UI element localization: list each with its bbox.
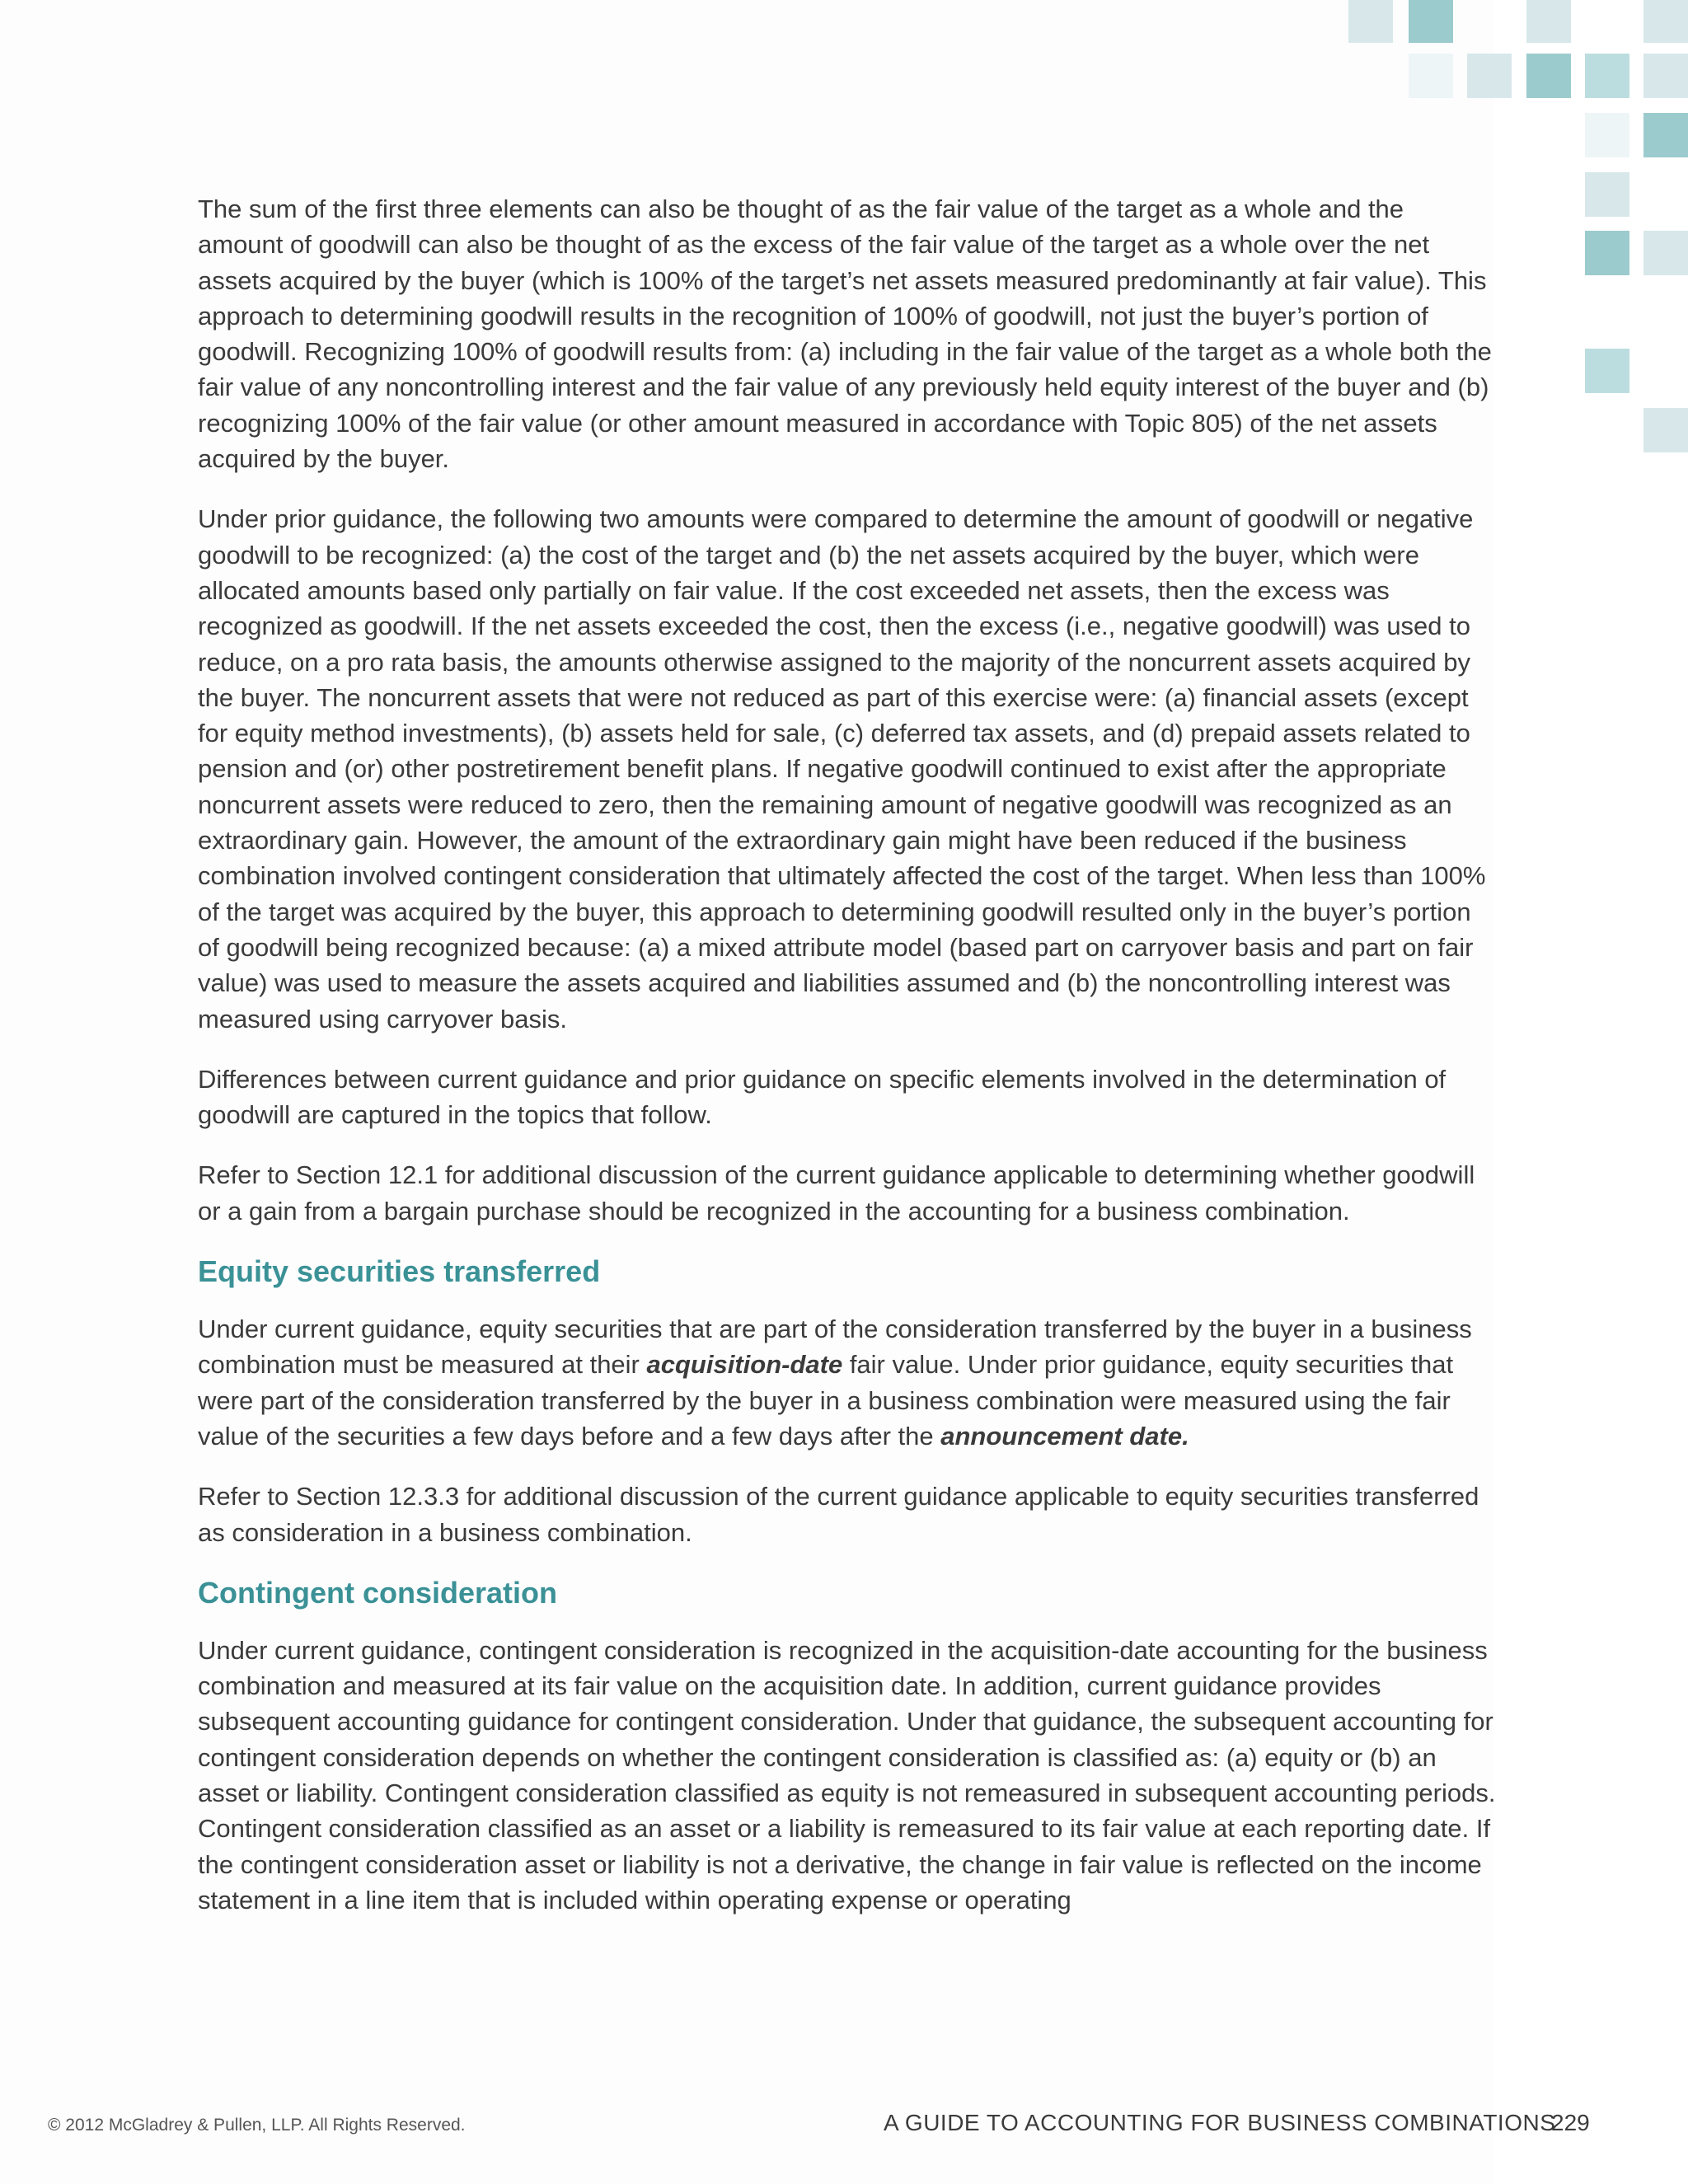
- deco-square: [1585, 54, 1629, 98]
- heading-contingent-consideration: Contingent consideration: [198, 1575, 557, 1610]
- paragraph-contingent-consideration: Under current guidance, contingent consideration is recognized in the acquisition-date accounting for the business combination and measured at its fair value on the acquisition date. In addition, current guidance provides subsequent accounting guidance for contingent consideration. Under that guidance, the subsequent accounting for contingent consideration depends on whether the contingent consideration is classified as: (a) equity or (b) an asset or liability. Contingent consideration classified as equity is not remeasured in subsequent accounting periods. Contingent consideration classified as an asset or a liability is remeasured to its fair value at each reporting date. If the contingent consideration asset or liability is not a derivative, the change in fair value is reflected on the income statement in a line item that is included within operating expense or operating: [198, 1635, 1496, 1915]
- emphasis-acquisition-date: acquisition-date: [646, 1350, 843, 1380]
- page-number: 229: [1551, 2110, 1590, 2135]
- deco-square: [1585, 172, 1629, 217]
- deco-square: [1643, 0, 1688, 43]
- paragraph-differences: Differences between current guidance and prior guidance on specific elements involved in the determination of goodwill are captured in the topics that follow.: [198, 1064, 1447, 1130]
- deco-square: [1643, 113, 1688, 157]
- deco-square: [1585, 349, 1629, 393]
- paragraph-fair-value-target: The sum of the first three elements can also be thought of as the fair value of the target as a whole and the amount of goodwill can also be thought of as the excess of the fair value of the target as a whole over the net assets acquired by the buyer (which is 100% of the target’s net assets measured predominantly at fair value). This approach to determining goodwill results in the recognition of 100% of goodwill, not just the buyer’s portion of goodwill. Recognizing 100% of goodwill results from: (a) including in the fair value of the target as a whole both the fair value of any noncontrolling interest and the fair value of any previously held equity interest of the buyer and (b) recognizing 100% of the fair value (or other amount measured in accordance with Topic 805) of the net assets acquired by the buyer.: [198, 194, 1492, 474]
- footer-copyright: © 2012 McGladrey & Pullen, LLP. All Rights Reserved.: [48, 2116, 466, 2135]
- paragraph-refer-section-12-3-3: Refer to Section 12.3.3 for additional discussion of the current guidance applicable to equity securities transferred as consideration in a business combination.: [198, 1482, 1479, 1547]
- deco-square: [1526, 54, 1571, 98]
- deco-square: [1467, 54, 1512, 98]
- paragraph-equity-securities: [198, 1311, 1496, 1454]
- deco-square: [1643, 408, 1688, 452]
- heading-equity-securities-transferred: Equity securities transferred: [198, 1254, 601, 1289]
- deco-square: [1643, 231, 1688, 275]
- paragraph-text: fair value. Under prior guidance, equity securities that were part of the consideration transferred by the buyer in a business combination were measured using the fair value of the securities a few days before and a few days after the: [198, 1350, 1454, 1451]
- deco-square: [1409, 54, 1453, 98]
- emphasis-announcement-date: announcement date.: [940, 1421, 1189, 1451]
- document-body: [198, 191, 1496, 1943]
- deco-square: [1643, 54, 1688, 98]
- deco-square: [1348, 0, 1393, 43]
- paragraph-prior-guidance: Under prior guidance, the following two amounts were compared to determine the amount of goodwill or negative goodwill to be recognized: (a) the cost of the target and (b) the net assets acquired by the buyer, which were allocated amounts based only partially on fair value. If the cost exceeded net assets, then the excess was recognized as goodwill. If the net assets exceeded the cost, then the excess (i.e., negative goodwill) was used to reduce, on a pro rata basis, the amounts otherwise assigned to the majority of the noncurrent assets acquired by the buyer. The noncurrent assets that were not reduced as part of this exercise were: (a) financial assets (except for equity method investments), (b) assets held for sale, (c) deferred tax assets, and (d) prepaid assets related to pension and (or) other postretirement benefit plans. If negative goodwill continued to exist after the appropriate noncurrent assets were reduced to zero, then the remaining amount of negative goodwill was recognized as an extraordinary gain. However, the amount of the extraordinary gain might have been reduced if the business combination involved contingent consideration that ultimately affected the cost of the target. When less than 100% of the target was acquired by the buyer, this approach to determining goodwill resulted only in the buyer’s portion of goodwill being recognized because: (a) a mixed attribute model (based part on carryover basis and part on fair value) was used to measure the assets acquired and liabilities assumed and (b) the noncontrolling interest was measured using carryover basis.: [198, 504, 1486, 1033]
- paragraph-refer-section-12-1: Refer to Section 12.1 for additional discussion of the current guidance applicable to determining whether goodwill or a gain from a bargain purchase should be recognized in the accounting for a business combination.: [198, 1160, 1475, 1226]
- deco-square: [1526, 0, 1571, 43]
- deco-square: [1585, 113, 1629, 157]
- paragraph-text: Under current guidance, equity securities that are part of the consideration transferred by the buyer in a business combination must be measured at their: [198, 1315, 1472, 1380]
- deco-square: [1409, 0, 1453, 43]
- footer-guide-title: A GUIDE TO ACCOUNTING FOR BUSINESS COMBINATIONS: [884, 2110, 1556, 2135]
- deco-square: [1585, 231, 1629, 275]
